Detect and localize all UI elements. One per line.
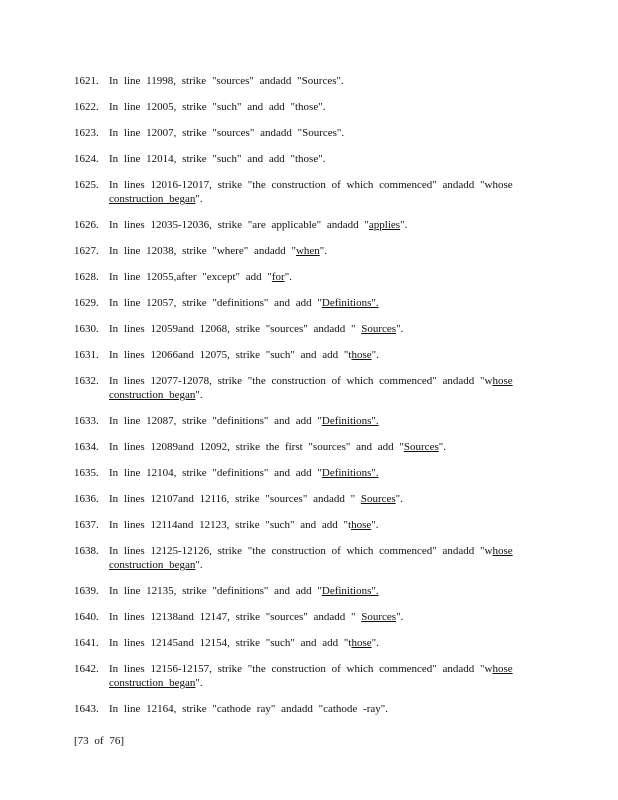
item-number: 1627. [74,245,99,257]
inserted-text: hose [351,519,372,531]
item-number: 1623. [74,127,99,139]
item-number: 1640. [74,611,99,623]
inserted-text: hose [351,349,372,361]
item-number: 1624. [74,153,99,165]
item-text: In lines 12125-12126, strike "the construction of which commenced" andadd "whose construction began". [109,545,513,571]
item-text: In line 12055,after "except" add "for". [109,271,292,283]
item-number: 1622. [74,101,99,113]
item-text: In line 12005, strike "such" and add "those". [109,101,326,113]
item-number: 1629. [74,297,99,309]
item-text: In lines 12059and 12068, strike "sources" andadd " Sources". [109,323,404,335]
item-number: 1641. [74,637,99,649]
item-text: In line 12057, strike "definitions" and add "Definitions". [109,297,379,309]
item-text: In lines 12145and 12154, strike "such" and add "those". [109,637,379,649]
item-text: In lines 12107and 12116, strike "sources" andadd " Sources". [109,493,403,505]
inserted-text-continued: construction began [109,193,196,205]
item-text: In line 12135, strike "definitions" and add "Definitions". [109,585,379,597]
inserted-text: Definitions". [321,467,379,479]
item-text: In lines 12114and 12123, strike "such" and add "those". [109,519,379,531]
inserted-text: Sources [360,493,396,505]
item-text: In lines 12016-12017, strike "the construction of which commenced" andadd "whose construction began". [109,179,513,205]
inserted-text: Sources [361,611,397,623]
item-text: In line 11998, strike "sources" andadd "Sources". [109,75,344,87]
item-text: In lines 12066and 12075, strike "such" and add "those". [109,349,379,361]
inserted-text: Definitions". [321,415,379,427]
inserted-text: hose [351,637,372,649]
inserted-text: Sources [403,441,439,453]
item-text: In line 12038, strike "where" andadd "when". [109,245,328,257]
item-number: 1635. [74,467,99,479]
inserted-text: when [295,245,320,257]
item-number: 1626. [74,219,99,231]
inserted-text-continued: construction began [109,559,196,571]
inserted-text: Sources [361,323,397,335]
inserted-text: applies [368,219,401,231]
inserted-text: hose [492,375,513,387]
item-text: In line 12014, strike "such" and add "those". [109,153,326,165]
inserted-text-continued: construction began [109,677,196,689]
item-text: In line 12164, strike "cathode ray" andadd "cathode -ray". [109,703,388,715]
item-text: In lines 12035-12036, strike "are applicable" andadd "applies". [109,219,408,231]
item-number: 1638. [74,545,99,557]
item-text: In line 12104, strike "definitions" and add "Definitions". [109,467,379,479]
inserted-text: for [271,271,285,283]
item-number: 1628. [74,271,99,283]
item-number: 1643. [74,703,99,715]
item-number: 1630. [74,323,99,335]
item-number: 1636. [74,493,99,505]
item-number: 1621. [74,75,99,87]
item-text: In lines 12156-12157, strike "the construction of which commenced" andadd "whose construction began". [109,663,513,689]
page-number: [73 of 76] [74,735,124,747]
item-number: 1642. [74,663,99,675]
item-number: 1639. [74,585,99,597]
item-text: In line 12007, strike "sources" andadd "Sources". [109,127,345,139]
item-number: 1625. [74,179,99,191]
item-text: In lines 12138and 12147, strike "sources" andadd " Sources". [109,611,404,623]
item-text: In lines 12077-12078, strike "the construction of which commenced" andadd "whose construction began". [109,375,513,401]
item-number: 1634. [74,441,99,453]
item-number: 1631. [74,349,99,361]
item-number: 1632. [74,375,99,387]
inserted-text: Definitions". [321,585,379,597]
inserted-text: hose [492,545,513,557]
item-number: 1633. [74,415,99,427]
item-text: In line 12087, strike "definitions" and add "Definitions". [109,415,379,427]
item-text: In lines 12089and 12092, strike the first "sources" and add "Sources". [109,441,446,453]
item-number: 1637. [74,519,99,531]
inserted-text: Definitions". [321,297,379,309]
inserted-text: hose [492,663,513,675]
inserted-text-continued: construction began [109,389,196,401]
